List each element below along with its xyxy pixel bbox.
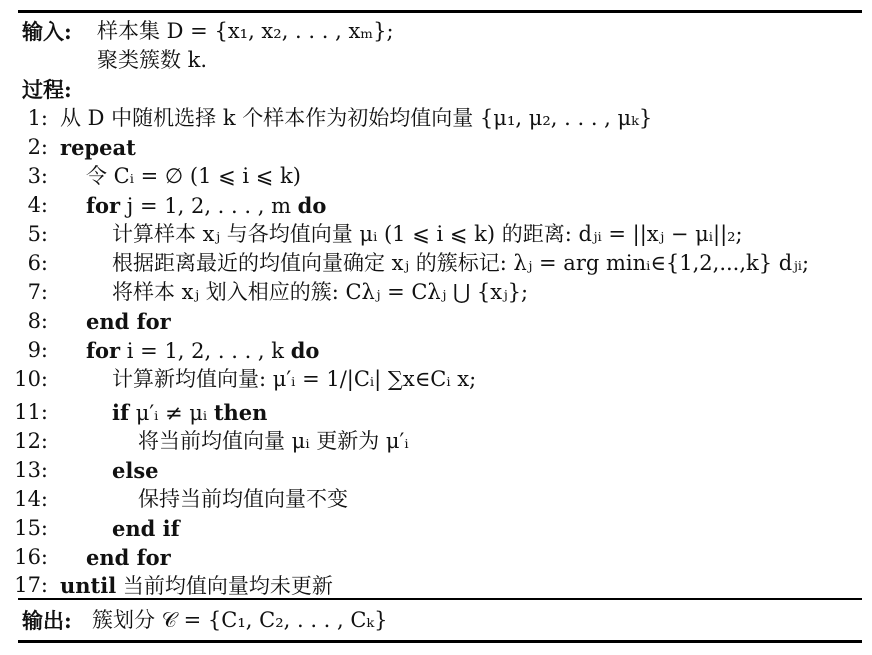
step-line	[0, 220, 872, 249]
step-text: for j = 1, 2, . . . , m do	[86, 193, 327, 218]
step-text: if μ′ᵢ ≠ μᵢ then	[112, 400, 268, 425]
step-line	[0, 456, 872, 485]
line-number: 16:	[14, 545, 48, 569]
step-line	[0, 133, 872, 162]
input-label: 输入:	[22, 19, 72, 44]
process-heading	[0, 75, 872, 104]
step-line	[0, 571, 872, 600]
line-number: 6:	[27, 251, 48, 275]
step-line	[0, 398, 872, 427]
step-text: 计算样本 xⱼ 与各均值向量 μᵢ (1 ⩽ i ⩽ k) 的距离: dⱼᵢ = ||xⱼ − μᵢ||₂;	[112, 222, 743, 246]
step-text: end if	[112, 516, 180, 541]
top-rule	[18, 10, 862, 13]
step-text: end for	[86, 545, 171, 570]
step-text: for i = 1, 2, . . . , k do	[86, 338, 320, 363]
step-line	[0, 104, 872, 133]
line-number: 15:	[14, 516, 48, 540]
line-number: 9:	[27, 338, 48, 362]
step-line	[0, 191, 872, 220]
line-number: 1:	[27, 106, 48, 130]
step-line	[0, 427, 872, 456]
line-number: 12:	[14, 429, 48, 453]
line-number: 14:	[14, 487, 48, 511]
step-text: 将样本 xⱼ 划入相应的簇: Cλⱼ = Cλⱼ ⋃ {xⱼ};	[112, 280, 529, 304]
step-line	[0, 543, 872, 572]
output-text: 簇划分 𝒞 = {C₁, C₂, . . . , Cₖ}	[92, 608, 388, 632]
step-text: 令 Cᵢ = ∅ (1 ⩽ i ⩽ k)	[86, 164, 301, 188]
step-text: until 当前均值向量均未更新	[60, 573, 333, 598]
step-line	[0, 336, 872, 365]
line-number: 8:	[27, 309, 48, 333]
step-line	[0, 514, 872, 543]
step-text: 根据距离最近的均值向量确定 xⱼ 的簇标记: λⱼ = arg minᵢ∈{1,2,...,k} dⱼᵢ;	[112, 251, 810, 275]
line-number: 7:	[27, 280, 48, 304]
line-number: 5:	[27, 222, 48, 246]
middle-rule	[18, 598, 862, 600]
step-line	[0, 162, 872, 191]
step-line	[0, 278, 872, 307]
line-number: 10:	[14, 367, 48, 391]
line-number: 11:	[14, 400, 48, 424]
step-line	[0, 485, 872, 514]
bottom-rule	[18, 640, 862, 643]
step-line	[0, 365, 872, 394]
output-line	[0, 606, 872, 635]
step-text: 计算新均值向量: μ′ᵢ = 1/|Cᵢ| ∑x∈Cᵢ x;	[112, 367, 477, 391]
step-text: 保持当前均值向量不变	[138, 487, 348, 511]
line-number: 3:	[27, 164, 48, 188]
input-cluster-count: 聚类簇数 k.	[97, 48, 208, 72]
line-number: 2:	[27, 135, 48, 159]
input-line-1	[0, 17, 872, 46]
line-number: 17:	[14, 573, 48, 597]
step-text: 将当前均值向量 μᵢ 更新为 μ′ᵢ	[138, 429, 409, 453]
step-text: else	[112, 458, 159, 483]
step-line	[0, 307, 872, 336]
input-sample-set: 样本集 D = {x₁, x₂, . . . , xₘ};	[97, 19, 394, 43]
input-line-2	[0, 46, 872, 75]
step-text: 从 D 中随机选择 k 个样本作为初始均值向量 {μ₁, μ₂, . . . , μₖ}	[60, 106, 653, 130]
line-number: 13:	[14, 458, 48, 482]
step-line	[0, 249, 872, 278]
process-label: 过程:	[22, 77, 72, 102]
output-label: 输出:	[22, 608, 72, 633]
step-text: repeat	[60, 135, 136, 160]
step-text: end for	[86, 309, 171, 334]
line-number: 4:	[27, 193, 48, 217]
